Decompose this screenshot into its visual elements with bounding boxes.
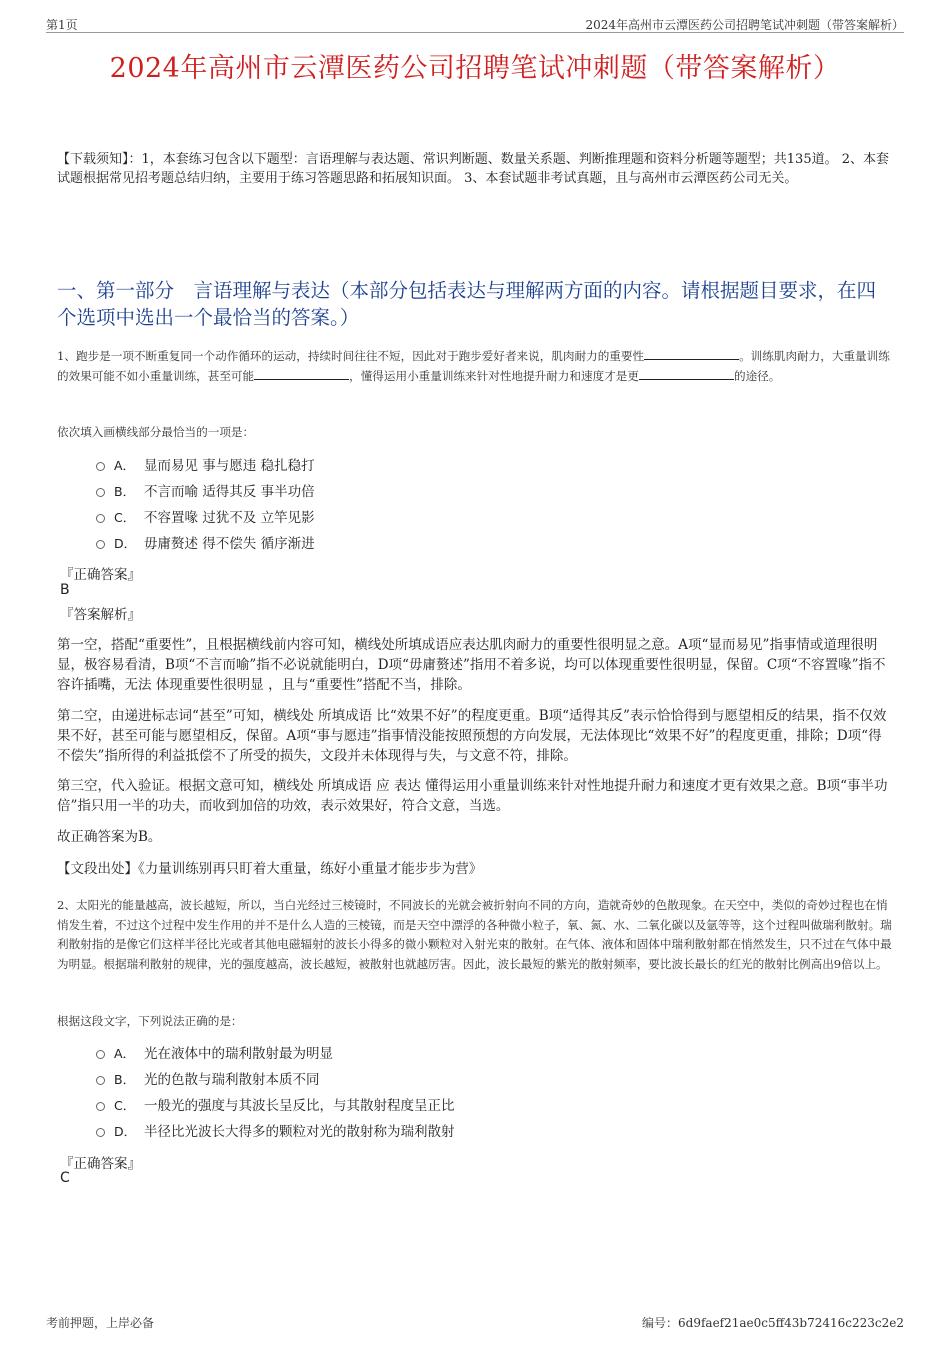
q1-option-d[interactable] (96, 533, 315, 555)
option-key: C． (114, 510, 136, 525)
question-2-stem: 2、太阳光的能量越高，波长越短，所以，当白光经过三棱镜时，不同波长的光就会被折射向不同的方向，造就奇妙的色散现象。在天空中，类似的奇妙过程也在悄悄发生着，不过这个过程中发生作用的并不是什么人造的三棱镜，而是天空中漂浮的各种微小粒子，氧、氮、水、二氧化碳以及氩等等，这个过程叫做瑞利散射。瑞利散射指的是像它们这样半径比光或者其他电磁辐射的波长小得多的微小颗粒对入射光束的散射。在气体、液体和固体中瑞利散射都在悄然发生，只不过在气体中最为明显。根据瑞利散射的规律，光的强度越高，波长越短，被散射也就越厉害。因此，波长最短的紫光的散射频率，要比波长最长的红光的散射比例高出9倍以上。 (57, 898, 892, 971)
option-key: D． (114, 536, 137, 551)
option-key: B． (114, 484, 136, 499)
option-text: 光在液体中的瑞利散射最为明显 (144, 1046, 333, 1062)
option-text: 不容置喙 过犹不及 立竿见影 (144, 510, 315, 526)
q2-option-b[interactable] (96, 1069, 320, 1091)
option-text: 不言而喻 适得其反 事半功倍 (144, 484, 315, 500)
option-text: 显而易见 事与愿违 稳扎稳打 (144, 458, 315, 474)
q1-conclusion: 故正确答案为B。 (57, 829, 162, 845)
q1-analysis-label: 『答案解析』 (60, 607, 141, 623)
q1-option-a[interactable] (96, 455, 315, 477)
question-2-prompt: 根据这段文字，下列说法正确的是： (57, 1014, 243, 1028)
page-number: 第1页 (46, 18, 78, 32)
fill-blank-2 (254, 367, 349, 380)
q1-answer-label: 『正确答案』 (60, 567, 141, 583)
q2-answer: C (60, 1170, 70, 1186)
radio-icon[interactable] (96, 514, 105, 523)
option-key: A． (114, 1046, 136, 1061)
fill-blank-3 (639, 367, 734, 380)
document-title: 2024年高州市云潭医药公司招聘笔试冲刺题（带答案解析） (109, 53, 841, 84)
radio-icon[interactable] (96, 1128, 105, 1137)
option-text: 光的色散与瑞利散射本质不同 (144, 1072, 320, 1088)
radio-icon[interactable] (96, 488, 105, 497)
option-key: D． (114, 1124, 137, 1139)
radio-icon[interactable] (96, 540, 105, 549)
q2-option-a[interactable] (96, 1043, 333, 1065)
option-key: A． (114, 458, 136, 473)
q2-answer-label: 『正确答案』 (60, 1156, 141, 1172)
radio-icon[interactable] (96, 1050, 105, 1059)
header-doc-title: 2024年高州市云潭医药公司招聘笔试冲刺题（带答案解析） (585, 18, 904, 32)
section-title: 一、第一部分 言语理解与表达（本部分包括表达与理解两方面的内容。请根据题目要求，在四个选项中选出一个最恰当的答案。） (57, 279, 877, 329)
option-key: B． (114, 1072, 136, 1087)
q1-option-c[interactable] (96, 507, 315, 529)
option-text: 一般光的强度与其波长呈反比，与其散射程度呈正比 (144, 1098, 455, 1114)
radio-icon[interactable] (96, 462, 105, 471)
option-key: C． (114, 1098, 136, 1113)
q1-option-b[interactable] (96, 481, 315, 503)
question-1-prompt: 依次填入画横线部分最恰当的一项是： (57, 425, 255, 439)
q1-analysis-paragraph: 第二空，由递进标志词“甚至”可知，横线处 所填成语 比“效果不好”的程度更重。B项“适得其反”表示恰恰得到与愿望相反的结果，指不仅效果不好，甚至可能与愿望相反，保留。A项“事与愿违”指事情没能按照预想的方向发展，无法体现比“效果不好”的程度更重，排除；D项“得不偿失”指所得的利益抵偿不了所受的损失，文段并未体现得与失，与文意不符，排除。 (57, 708, 887, 764)
download-notice: 【下载须知】：1，本套练习包含以下题型：言语理解与表达题、常识判断题、数量关系题、判断推理题和资料分析题等题型；共135道。 2、本套试题根据常见招考题总结归纳，主要用于练习答题思路和拓展知识面。 3、本套试题非考试真题，且与高州市云潭医药公司无关。 (57, 152, 889, 186)
option-text: 半径比光波长大得多的颗粒对光的散射称为瑞利散射 (144, 1124, 455, 1140)
q1-answer: B (60, 582, 70, 598)
radio-icon[interactable] (96, 1076, 105, 1085)
page-header (46, 14, 904, 33)
footer-serial: 编号：6d9faef21ae0c5ff43b72416c223c2e2 (642, 1316, 904, 1330)
footer-slogan: 考前押题，上岸必备 (46, 1316, 155, 1330)
radio-icon[interactable] (96, 1102, 105, 1111)
q1-analysis-paragraph: 第三空，代入验证。根据文意可知，横线处 所填成语 应 表达 懂得运用小重量训练来针对性地提升耐力和速度才更有效果之意。B项“事半功倍”指只用一半的功夫，而收到加倍的功效，表示效果好，符合文意，当选。 (57, 778, 888, 814)
q1-stem-part-d: 的途径。 (733, 369, 781, 383)
fill-blank-1 (644, 347, 739, 360)
question-1-stem (57, 346, 895, 386)
q2-option-d[interactable] (96, 1121, 455, 1143)
q1-analysis-paragraph: 第一空，搭配“重要性”，且根据横线前内容可知，横线处所填成语应表达肌肉耐力的重要性很明显之意。A项“显而易见”指事情或道理很明显，极容易看清，B项“不言而喻”指不必说就能明白，D项“毋庸赘述”指用不着多说，均可以体现重要性很明显，保留。C项“不容置喙”指不容许插嘴，无法 体现重要性很明显 ，且与“重要性”搭配不当，排除。 (57, 637, 886, 693)
q1-source: 【文段出处】《力量训练别再只盯着大重量，练好小重量才能步步为营》 (57, 861, 483, 877)
option-text: 毋庸赘述 得不偿失 循序渐进 (144, 536, 315, 552)
q1-stem-part-a: 1、跑步是一项不断重复同一个动作循环的运动，持续时间往往不短，因此对于跑步爱好者来说，肌肉耐力的重要性 (57, 349, 645, 363)
q1-stem-part-b: 。训练肌肉耐力，大重量训练的效果可能不如小重量训练，甚至可能 (57, 349, 890, 383)
q2-option-c[interactable] (96, 1095, 455, 1117)
q1-stem-part-c: ，懂得运用小重量训练来针对性地提升耐力和速度才是更 (349, 369, 639, 383)
